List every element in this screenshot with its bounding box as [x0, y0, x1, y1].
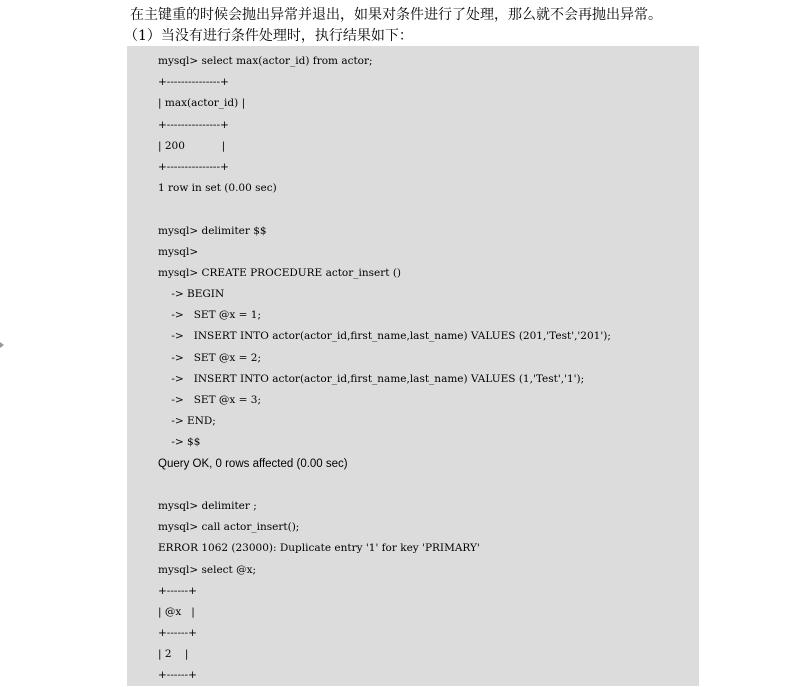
code-line: [158, 199, 611, 220]
code-line: -> BEGIN: [158, 288, 225, 301]
code-line: -> INSERT INTO actor(actor_id,first_name,last_name) VALUES (201,'Test','201');: [158, 330, 611, 343]
code-line: +---------------+: [158, 76, 229, 89]
code-line: -> SET @x = 3;: [158, 394, 262, 406]
intro-text: [124, 5, 662, 47]
intro-paragraph: 在主键重的时候会抛出异常并退出，如果对条件进行了处理，那么就不会再抛出异常。: [130, 7, 662, 23]
code-line: -> END;: [158, 415, 216, 428]
code-line: -> SET @x = 1;: [158, 309, 262, 322]
code-line: Query OK, 0 rows affected (0.00 sec): [158, 457, 348, 470]
code-line: | 2 |: [158, 648, 189, 661]
code-line: +------+: [158, 584, 197, 597]
code-line: [158, 475, 611, 496]
code-line: mysql> select @x;: [158, 563, 257, 576]
code-lines: [158, 51, 611, 687]
section-heading: （1）当没有进行条件处理时，执行结果如下：: [124, 28, 413, 44]
code-line: +------+: [158, 627, 197, 640]
code-block: [127, 46, 699, 686]
code-line: +---------------+: [158, 118, 229, 131]
code-line: 1 row in set (0.00 sec): [158, 182, 277, 195]
caret-right-icon: [0, 342, 4, 348]
code-line: mysql>: [158, 245, 199, 258]
code-line: mysql> delimiter $$: [158, 224, 267, 237]
code-line: -> $$: [158, 436, 201, 449]
code-line: -> SET @x = 2;: [158, 351, 262, 364]
code-line: | 200 |: [158, 139, 226, 152]
code-line: mysql> select max(actor_id) from actor;: [158, 55, 373, 67]
code-line: ERROR 1062 (23000): Duplicate entry '1' for key 'PRIMARY': [158, 542, 480, 555]
code-line: -> INSERT INTO actor(actor_id,first_name,last_name) VALUES (1,'Test','1');: [158, 372, 585, 385]
code-line: | max(actor_id) |: [158, 97, 246, 110]
code-line: mysql> call actor_insert();: [158, 521, 300, 534]
code-line: | @x |: [158, 605, 195, 618]
code-line: mysql> CREATE PROCEDURE actor_insert (): [158, 266, 402, 279]
code-line: +---------------+: [158, 160, 229, 173]
code-line: mysql> delimiter ;: [158, 499, 257, 512]
code-line: +------+: [158, 669, 197, 682]
